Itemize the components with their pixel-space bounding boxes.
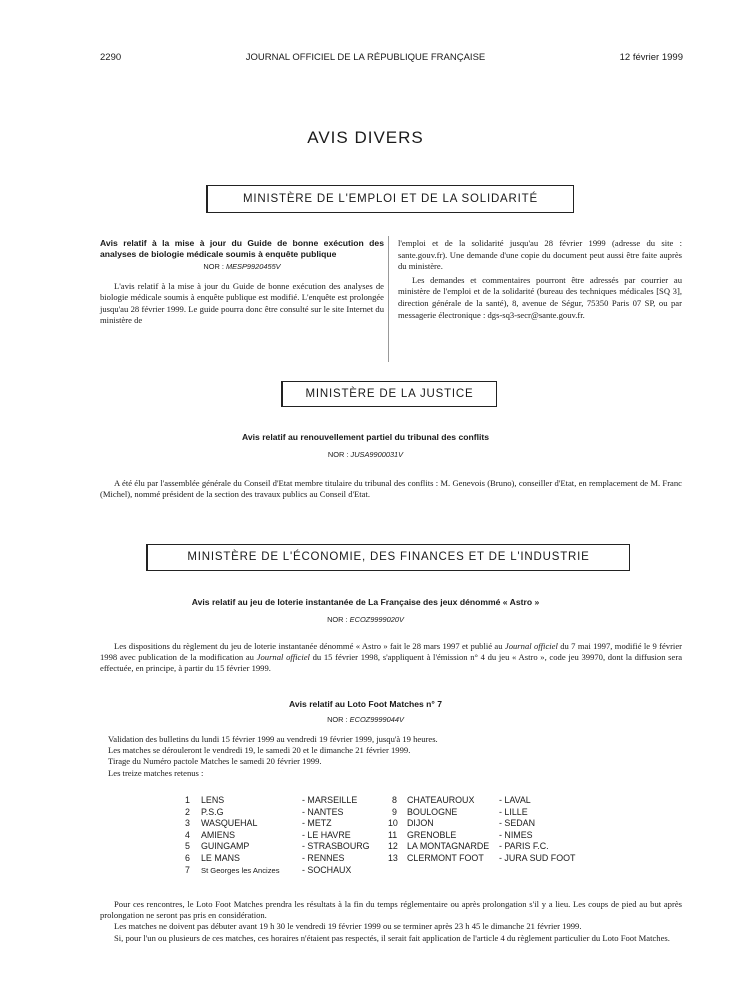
loto-nor: [0, 715, 731, 724]
match-number: 13: [388, 852, 398, 863]
nor-label: NOR :: [203, 262, 224, 271]
astro-paragraph: [100, 641, 682, 675]
loto-final-paragraph-2: Les matches ne doivent pas débuter avant 19 h 30 le vendredi 19 février 1999 ou se terminer après 23 h 45 le dimanche 21 février 1999.: [114, 921, 582, 932]
match-number: 8: [392, 795, 397, 805]
match-number: 9: [392, 806, 397, 817]
justice-nor: [0, 450, 731, 459]
match-home: CLERMONT FOOT: [407, 852, 484, 863]
match-number: 3: [185, 818, 190, 829]
astro-text-c: du 15 février 1998, s'appliquent à l'émission n° 4 du jeu « Astro », code jeu 39970, dont la diffusion sera effectuée, en principe, à partir du 15 février 1999.: [100, 652, 683, 674]
loto-line-tirage: Tirage du Numéro pactole Matches le samedi 20 février 1999.: [108, 756, 322, 767]
match-away: - LILLE: [499, 806, 528, 817]
nor-code: ECOZ9999044V: [349, 715, 404, 724]
emploi-paragraph-1: L'avis relatif à la mise à jour du Guide de bonne exécution des analyses de biologie médicale soumis à enquête publique est modifié. L'enquête est prolongée jusqu'au 28 février 1999. Le guide pourra donc être consulté sur le site Internet du ministère de: [100, 280, 384, 326]
page-number: 2290: [100, 52, 122, 63]
emploi-right-column: [398, 238, 682, 321]
nor-label: NOR :: [327, 615, 348, 624]
ministry-emploi-heading: MINISTÈRE DE L'EMPLOI ET DE LA SOLIDARITÉ: [206, 185, 574, 213]
journal-officiel-ref: Journal officiel: [256, 652, 310, 663]
loto-line-dates: Les matches se dérouleront le vendredi 19, le samedi 20 et le dimanche 21 février 1999.: [108, 745, 411, 756]
match-away: - PARIS F.C.: [499, 841, 549, 852]
astro-avis-title: Avis relatif au jeu de loterie instantanée de La Française des jeux dénommé « Astro »: [191, 597, 540, 607]
issue-date: 12 février 1999: [619, 52, 683, 63]
match-away: - LAVAL: [499, 795, 531, 805]
ministry-economie-heading: MINISTÈRE DE L'ÉCONOMIE, DES FINANCES ET DE L'INDUSTRIE: [146, 544, 630, 571]
emploi-avis-title: Avis relatif à la mise à jour du Guide de bonne exécution des analyses de biologie médicale soumis à enquête publique: [100, 238, 384, 259]
astro-text-b: du 7 mai 1997, modifié le 9 février 1998 avec publication de la modification au: [100, 641, 682, 663]
match-number: 7: [185, 864, 190, 875]
match-home: LA MONTAGNARDE: [407, 841, 490, 852]
match-home: DIJON: [407, 818, 434, 829]
match-home: AMIENS: [201, 829, 236, 840]
match-away: - NANTES: [302, 806, 344, 817]
match-number: 10: [388, 818, 398, 829]
match-home: LE MANS: [201, 852, 240, 863]
match-number: 6: [185, 852, 190, 863]
emploi-paragraph-2: l'emploi et de la solidarité jusqu'au 28 février 1999 (adresse du site : sante.gouv.fr). Une demande d'une copie du document peut aussi être faite auprès du ministère.: [398, 238, 682, 272]
loto-line-retenus: Les treize matches retenus :: [108, 767, 204, 778]
match-away: - SEDAN: [499, 818, 535, 829]
ministry-justice-heading: MINISTÈRE DE LA JUSTICE: [281, 381, 497, 407]
justice-paragraph-text: A été élu par l'assemblée générale du Conseil d'Etat membre titulaire du tribunal des conflits : M. Genevois (Bruno), conseiller d'Etat, en remplacement de M. Franc (Michel), nommé président de la section des travaux publics au Conseil d'Etat.: [100, 478, 682, 500]
nor-label: NOR :: [327, 450, 349, 459]
match-home: WASQUEHAL: [201, 818, 258, 829]
loto-final-paragraph-3: Si, pour l'un ou plusieurs de ces matches, ces horaires n'étaient pas respectés, il serait fait application de l'article 4 du règlement particulier du Loto Foot Matches.: [114, 932, 670, 943]
match-number: 1: [185, 795, 190, 805]
journal-name: JOURNAL OFFICIEL DE LA RÉPUBLIQUE FRANÇAISE: [245, 52, 486, 63]
match-away: - STRASBOURG: [302, 841, 370, 852]
nor-code: JUSA9900031V: [350, 450, 404, 459]
emploi-paragraph-3: Les demandes et commentaires pourront être adressés par courrier au ministère de l'emploi et de la solidarité (bureau des techniques médicales [SQ 3], direction générale de la santé), 8, avenue de Ségur, 75350 Paris 07 SP, ou par messagerie électronique : dgs-sq3-secr@sante.gouv.fr.: [398, 274, 682, 320]
loto-final-paragraph-1: Pour ces rencontres, le Loto Foot Matches prendra les résultats à la fin du temps réglementaire ou après prolongation s'il y a lieu. Les coups de pied au but après prolongation ne seront pas pris en considération.: [100, 899, 682, 921]
match-home: CHATEAUROUX: [407, 795, 475, 805]
emploi-left-column: [100, 238, 384, 327]
match-away: - JURA SUD FOOT: [499, 852, 576, 863]
match-home: GRENOBLE: [407, 829, 457, 840]
justice-paragraph: [100, 478, 682, 500]
astro-nor: [0, 615, 731, 624]
match-away: - RENNES: [302, 852, 345, 863]
match-away: - METZ: [302, 818, 332, 829]
match-home: LENS: [201, 795, 225, 805]
match-number: 12: [388, 841, 398, 852]
match-away: - SOCHAUX: [302, 864, 352, 875]
match-home: P.S.G: [201, 806, 224, 817]
match-number: 5: [185, 841, 190, 852]
nor-code: MESP9920455V: [225, 262, 281, 271]
emploi-nor: [100, 261, 384, 273]
match-away: - MARSEILLE: [302, 795, 358, 805]
nor-label: NOR :: [327, 715, 348, 724]
loto-final-paragraphs: [100, 899, 682, 944]
match-home: St Georges les Ancizes: [201, 865, 280, 875]
column-divider: [388, 236, 389, 362]
match-home: GUINGAMP: [201, 841, 250, 852]
justice-avis-title: Avis relatif au renouvellement partiel du tribunal des conflits: [241, 432, 490, 442]
page-title: AVIS DIVERS: [307, 128, 424, 147]
nor-code: ECOZ9999020V: [349, 615, 404, 624]
loto-avis-title: Avis relatif au Loto Foot Matches n° 7: [288, 699, 443, 709]
loto-info-lines: [108, 734, 678, 779]
loto-line-validation: Validation des bulletins du lundi 15 février 1999 au vendredi 19 février 1999, jusqu'à 19 heures.: [108, 734, 438, 744]
match-away: - NIMES: [499, 829, 533, 840]
match-away: - LE HAVRE: [302, 829, 351, 840]
match-home: BOULOGNE: [407, 806, 458, 817]
astro-text-a: Les dispositions du règlement du jeu de loterie instantanée dénommé « Astro » fait le 28 mars 1997 et publié au: [114, 641, 505, 651]
match-number: 2: [185, 806, 190, 817]
journal-officiel-ref: Journal officiel: [504, 641, 558, 651]
match-number: 4: [185, 829, 190, 840]
match-number: 11: [388, 829, 398, 840]
